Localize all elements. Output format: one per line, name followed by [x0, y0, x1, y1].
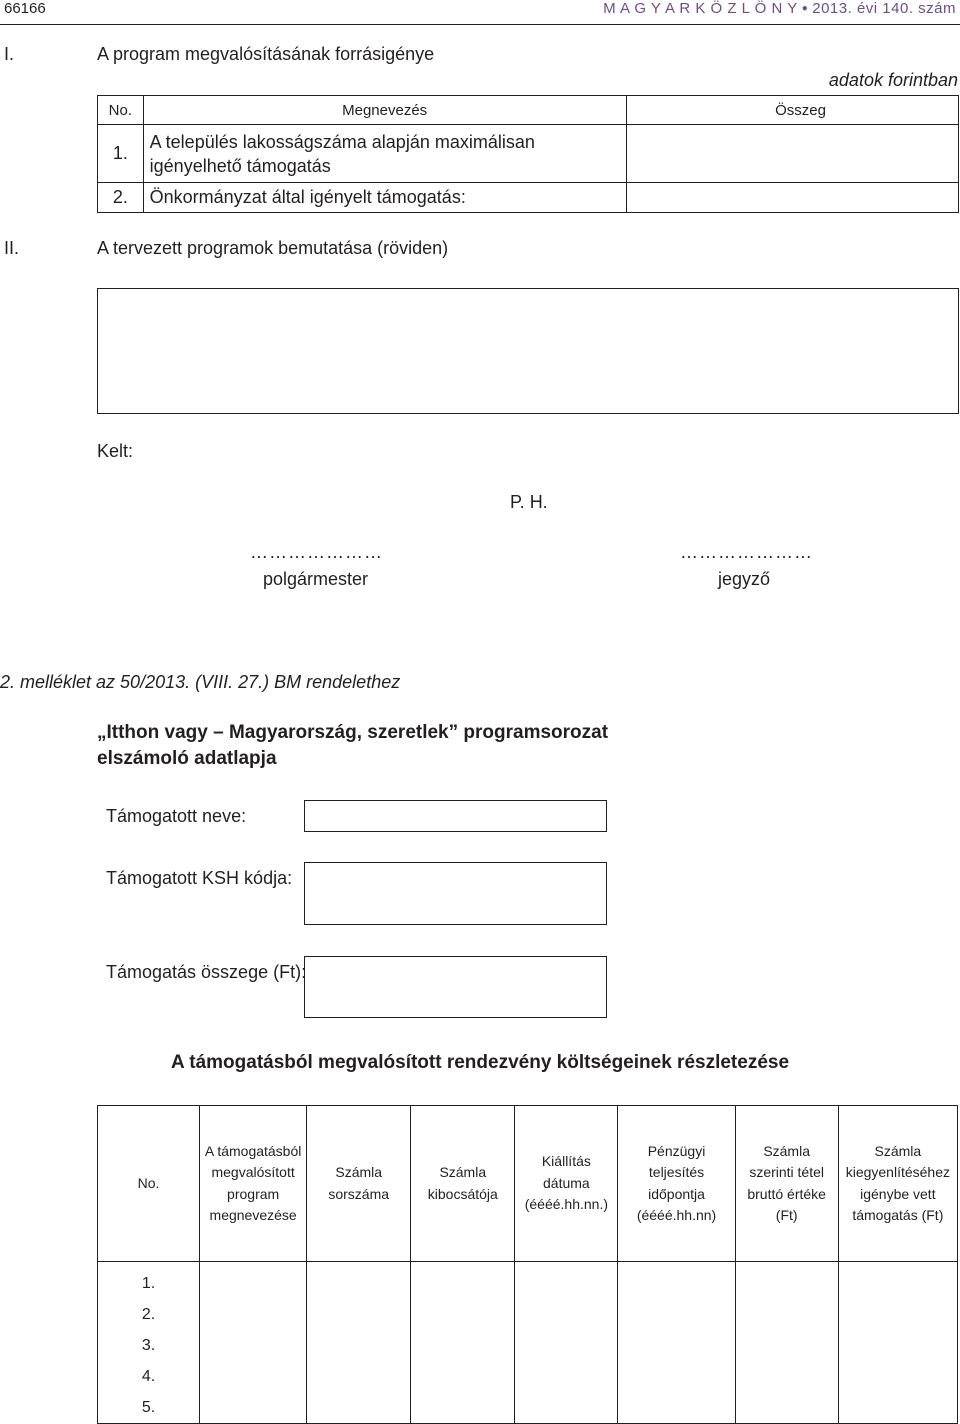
col-program-name: A támogatásból megvalósított program megnevezése	[200, 1106, 307, 1262]
row-label: Önkormányzat által igényelt támogatás:	[143, 183, 626, 213]
annex-title: 2. melléklet az 50/2013. (VIII. 27.) BM rendelethez	[0, 672, 401, 692]
journal-title	[603, 0, 956, 17]
cost-table-title: A támogatásból megvalósított rendezvény költségeinek részletezése	[170, 1052, 790, 1073]
supported-name-field[interactable]	[304, 800, 607, 832]
cost-table	[97, 1105, 958, 1424]
funding-row	[98, 125, 959, 183]
cell[interactable]	[411, 1330, 515, 1361]
col-no: No.	[98, 96, 144, 125]
cell[interactable]	[411, 1361, 515, 1392]
col-invoice-issuer: Számla kibocsátója	[411, 1106, 515, 1262]
cell[interactable]	[200, 1299, 307, 1330]
program-description-box[interactable]	[97, 288, 959, 414]
notary-signature-line: …………………	[680, 542, 813, 562]
cell[interactable]	[515, 1392, 618, 1424]
row-no: 1.	[98, 1262, 200, 1300]
cell[interactable]	[200, 1330, 307, 1361]
cell[interactable]	[411, 1392, 515, 1424]
journal-issue: 2013. évi 140. szám	[812, 0, 956, 17]
col-payment-date: Pénzügyi teljesítés időpontja (éééé.hh.nn)	[618, 1106, 735, 1262]
cell[interactable]	[411, 1299, 515, 1330]
cell[interactable]	[307, 1361, 411, 1392]
cost-table-row	[98, 1392, 958, 1424]
cell[interactable]	[618, 1330, 735, 1361]
cell[interactable]	[735, 1330, 838, 1361]
row-no: 4.	[98, 1361, 200, 1392]
col-invoice-number: Számla sorszáma	[307, 1106, 411, 1262]
cell[interactable]	[515, 1330, 618, 1361]
mayor-label: polgármester	[263, 569, 369, 589]
form-title	[97, 720, 608, 772]
col-issue-date: Kiállítás dátuma (éééé.hh.nn.)	[515, 1106, 618, 1262]
ksh-code-label: Támogatott KSH kódja:	[106, 868, 293, 888]
cell[interactable]	[618, 1392, 735, 1424]
col-name: Megnevezés	[143, 96, 626, 125]
ksh-code-field[interactable]	[304, 862, 607, 925]
cost-table-row	[98, 1361, 958, 1392]
col-gross-value: Számla szerinti tétel bruttó értéke (Ft)	[735, 1106, 838, 1262]
funding-table	[97, 95, 959, 213]
header-rule	[0, 24, 960, 25]
section2-title: A tervezett programok bemutatása (röviden)	[97, 238, 449, 258]
cell[interactable]	[838, 1392, 957, 1424]
col-support-used: Számla kiegyenlítéséhez igénybe vett támogatás (Ft)	[838, 1106, 957, 1262]
cost-table-row	[98, 1330, 958, 1361]
cell[interactable]	[735, 1392, 838, 1424]
section2-roman: II.	[4, 238, 20, 258]
cell[interactable]	[411, 1262, 515, 1300]
journal-name: M A G Y A R K Ö Z L Ö N Y	[603, 0, 798, 17]
row-no: 1.	[98, 125, 144, 183]
cell[interactable]	[735, 1299, 838, 1330]
support-amount-field[interactable]	[304, 956, 607, 1018]
cell[interactable]	[618, 1361, 735, 1392]
row-label-text: A település lakosságszáma alapján maximálisan igényelhető támogatás	[149, 131, 535, 176]
cell[interactable]	[838, 1330, 957, 1361]
kelt-label: Kelt:	[97, 441, 134, 461]
cell[interactable]	[515, 1262, 618, 1300]
bullet-icon: ●	[801, 3, 809, 14]
section1-roman: I.	[4, 44, 15, 64]
row-no: 2.	[98, 1299, 200, 1330]
notary-label: jegyző	[718, 569, 771, 589]
section1-title: A program megvalósításának forrásigénye	[97, 44, 435, 64]
mayor-signature-line: …………………	[250, 542, 383, 562]
row-no: 5.	[98, 1392, 200, 1424]
col-amount: Összeg	[626, 96, 958, 125]
row-label	[143, 125, 626, 183]
funding-table-header	[98, 96, 959, 125]
cell[interactable]	[735, 1262, 838, 1300]
cell[interactable]	[515, 1299, 618, 1330]
cell[interactable]	[735, 1361, 838, 1392]
supported-name-label: Támogatott neve:	[106, 806, 247, 826]
cell[interactable]	[200, 1262, 307, 1300]
ph-label: P. H.	[510, 492, 548, 512]
cell[interactable]	[200, 1361, 307, 1392]
cell[interactable]	[838, 1361, 957, 1392]
row-no: 3.	[98, 1330, 200, 1361]
cell[interactable]	[307, 1330, 411, 1361]
cell[interactable]	[618, 1299, 735, 1330]
form-title-line1: „Itthon vagy – Magyarország, szeretlek” programsorozat	[97, 722, 609, 743]
cell[interactable]	[618, 1262, 735, 1300]
page-number: 66166	[4, 0, 46, 17]
funding-row	[98, 183, 959, 213]
cost-table-row	[98, 1299, 958, 1330]
row-amount-cell[interactable]	[626, 125, 958, 183]
cell[interactable]	[838, 1299, 957, 1330]
cell[interactable]	[200, 1392, 307, 1424]
cell[interactable]	[307, 1262, 411, 1300]
col-no: No.	[98, 1106, 200, 1262]
cell[interactable]	[307, 1392, 411, 1424]
cell[interactable]	[515, 1361, 618, 1392]
cost-table-header	[98, 1106, 958, 1262]
cell[interactable]	[307, 1299, 411, 1330]
support-amount-label: Támogatás összege (Ft):	[106, 962, 307, 982]
row-amount-cell[interactable]	[626, 183, 958, 213]
row-no: 2.	[98, 183, 144, 213]
unit-note: adatok forintban	[828, 70, 958, 90]
form-title-line2: elszámoló adatlapja	[97, 748, 277, 769]
cost-table-row	[98, 1262, 958, 1300]
cell[interactable]	[838, 1262, 957, 1300]
